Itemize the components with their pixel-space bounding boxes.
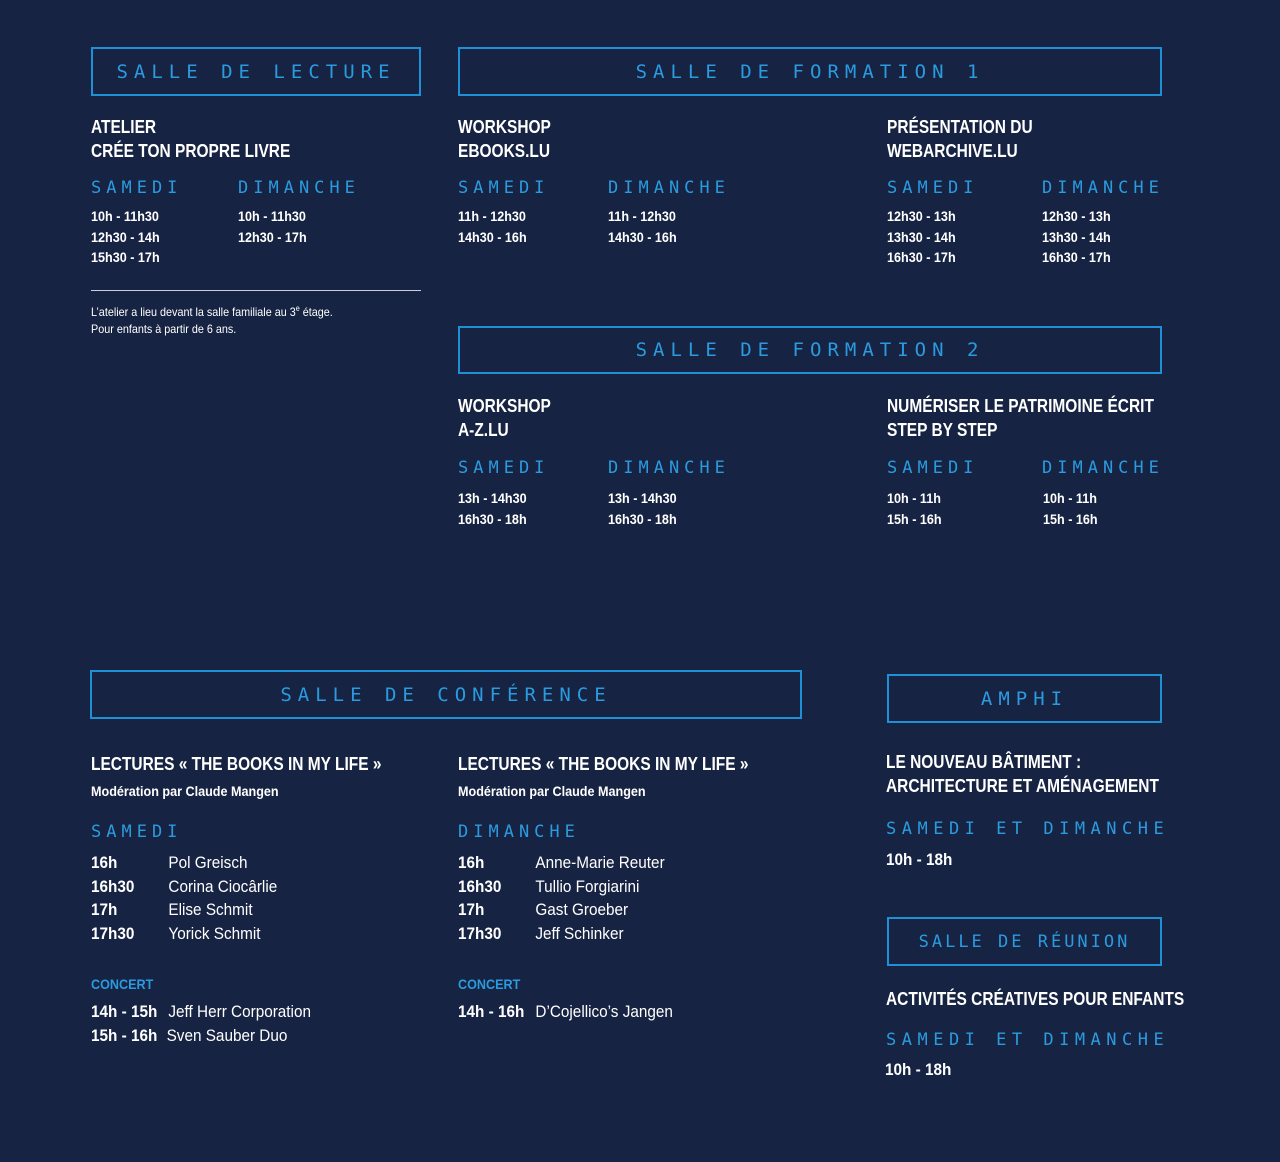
event-title-line: LE NOUVEAU BÂTIMENT : xyxy=(886,752,1082,772)
time-slot: 12h30 - 13h xyxy=(1042,208,1111,224)
room-header-salle-de-reunion xyxy=(887,917,1162,966)
time-slot: 16h30 - 17h xyxy=(1042,249,1111,265)
room-header-label: SALLE DE FORMATION 2 xyxy=(635,339,985,361)
time-slot: 10h - 11h30 xyxy=(91,208,159,224)
event-title-nouveau-batiment xyxy=(886,750,1159,798)
list-item xyxy=(91,875,325,899)
day-label-weekend: SAMEDI ET DIMANCHE xyxy=(886,1030,1170,1050)
event-title-workshop-az xyxy=(458,394,551,442)
reading-time: 16h30 xyxy=(91,876,135,896)
time-list-sunday xyxy=(238,206,307,247)
day-label-sunday: DIMANCHE xyxy=(1042,178,1164,198)
reading-time: 16h xyxy=(458,853,485,872)
event-title-line: WEBARCHIVE.LU xyxy=(887,141,1018,161)
reading-author: Jeff Schinker xyxy=(535,924,624,944)
list-item xyxy=(458,898,692,922)
event-title-line: ARCHITECTURE ET AMÉNAGEMENT xyxy=(886,776,1159,796)
event-title-workshop-ebooks xyxy=(458,115,551,163)
event-title-line: ATELIER xyxy=(91,117,157,137)
reading-time: 17h30 xyxy=(458,924,502,944)
list-item xyxy=(458,1000,692,1024)
room-header-label: SALLE DE CONFÉRENCE xyxy=(280,683,612,706)
time-list-saturday xyxy=(458,206,527,247)
day-label-sunday: DIMANCHE xyxy=(238,178,360,198)
event-title-line: PRÉSENTATION DU xyxy=(887,117,1033,137)
event-title-line: STEP BY STEP xyxy=(887,420,998,440)
event-title-line: WORKSHOP xyxy=(458,117,551,137)
event-title-line: CRÉE TON PROPRE LIVRE xyxy=(91,141,291,161)
time-list-sunday xyxy=(608,206,677,247)
time-list-saturday xyxy=(458,488,527,529)
room-header-salle-de-formation-1 xyxy=(458,47,1162,96)
conference-moderation: Modération par Claude Mangen xyxy=(91,783,279,799)
time-slot: 10h - 18h xyxy=(886,850,953,869)
reading-schedule xyxy=(458,851,692,946)
list-item xyxy=(91,922,325,946)
list-item xyxy=(91,898,325,922)
reading-author: Anne-Marie Reuter xyxy=(535,853,665,872)
day-label-sunday: DIMANCHE xyxy=(458,822,580,842)
time-slot: 11h - 12h30 xyxy=(458,208,526,224)
reading-schedule xyxy=(91,851,325,946)
day-label-weekend: SAMEDI ET DIMANCHE xyxy=(886,819,1170,839)
note-line: Pour enfants à partir de 6 ans. xyxy=(91,322,237,336)
concert-schedule xyxy=(458,1000,692,1024)
reading-author: Gast Groeber xyxy=(535,900,629,920)
time-list-sunday xyxy=(1042,206,1111,268)
event-title-atelier xyxy=(91,115,290,163)
reading-time: 17h xyxy=(91,900,118,920)
day-label-sunday: DIMANCHE xyxy=(608,458,730,478)
conference-moderation: Modération par Claude Mangen xyxy=(458,783,646,799)
divider xyxy=(91,290,421,291)
time-slot: 12h30 - 14h xyxy=(91,228,160,245)
concert-artist: Sven Sauber Duo xyxy=(166,1025,288,1045)
time-slot: 15h30 - 17h xyxy=(91,249,160,265)
time-list-sunday xyxy=(608,488,677,529)
day-label-saturday: SAMEDI xyxy=(458,458,550,478)
time-slot: 10h - 11h xyxy=(887,490,941,506)
day-label-saturday: SAMEDI xyxy=(91,178,183,198)
concert-label: CONCERT xyxy=(91,976,154,992)
time-slot: 15h - 16h xyxy=(887,510,942,527)
time-slot: 16h30 - 18h xyxy=(608,510,677,527)
time-slot: 10h - 18h xyxy=(885,1060,952,1079)
time-slot: 16h30 - 17h xyxy=(887,249,956,265)
time-slot: 10h - 11h xyxy=(1043,490,1097,506)
reading-author: Yorick Schmit xyxy=(168,924,261,944)
day-label-saturday: SAMEDI xyxy=(91,822,183,842)
concert-time: 14h - 15h xyxy=(91,1002,158,1021)
concert-time: 14h - 16h xyxy=(458,1002,525,1021)
time-slot: 14h30 - 16h xyxy=(608,228,677,245)
time-slot: 11h - 12h30 xyxy=(608,208,676,224)
time-list-sunday xyxy=(1043,488,1098,529)
time-slot: 10h - 11h30 xyxy=(238,208,306,224)
reading-time: 16h xyxy=(91,853,118,872)
time-slot: 15h - 16h xyxy=(1043,510,1098,527)
concert-artist: Jeff Herr Corporation xyxy=(168,1002,311,1021)
list-item xyxy=(458,851,692,875)
lecture-note xyxy=(91,300,333,338)
concert-schedule xyxy=(91,1000,325,1047)
room-header-label: SALLE DE RÉUNION xyxy=(918,931,1131,952)
time-list-saturday xyxy=(91,206,160,268)
event-title-line: EBOOKS.LU xyxy=(458,141,551,161)
room-header-salle-de-lecture xyxy=(91,47,421,96)
reading-author: Elise Schmit xyxy=(168,900,253,920)
list-item xyxy=(458,875,692,899)
event-title-line: NUMÉRISER LE PATRIMOINE ÉCRIT xyxy=(887,396,1154,416)
room-header-salle-de-formation-2 xyxy=(458,326,1162,374)
event-title-line: WORKSHOP xyxy=(458,396,551,416)
concert-label: CONCERT xyxy=(458,976,521,992)
time-slot: 13h30 - 14h xyxy=(1042,228,1111,245)
time-slot: 16h30 - 18h xyxy=(458,510,527,527)
day-label-saturday: SAMEDI xyxy=(887,178,979,198)
day-label-saturday: SAMEDI xyxy=(887,458,979,478)
room-header-label: SALLE DE FORMATION 1 xyxy=(635,60,985,83)
note-text: L’atelier a lieu devant la salle familiale au 3 xyxy=(91,305,296,319)
reading-author: Tullio Forgiarini xyxy=(535,876,640,896)
list-item xyxy=(91,1000,325,1024)
note-text: étage. xyxy=(299,305,333,319)
day-label-sunday: DIMANCHE xyxy=(1042,458,1164,478)
day-label-saturday: SAMEDI xyxy=(458,178,550,198)
time-slot: 13h30 - 14h xyxy=(887,228,956,245)
concert-artist: D’Cojellico’s Jangen xyxy=(535,1002,673,1021)
time-slot: 12h30 - 13h xyxy=(887,208,956,224)
room-header-label: SALLE DE LECTURE xyxy=(116,60,396,83)
time-slot: 12h30 - 17h xyxy=(238,228,307,245)
list-item xyxy=(91,1024,325,1048)
reading-time: 17h30 xyxy=(91,924,135,944)
time-list-saturday xyxy=(887,206,956,268)
room-header-salle-de-conference xyxy=(90,670,802,719)
list-item xyxy=(91,851,325,875)
room-header-label: AMPHI xyxy=(980,687,1069,710)
conference-title: LECTURES « THE BOOKS IN MY LIFE » xyxy=(91,754,382,774)
note-superscript: e xyxy=(295,304,300,313)
concert-time: 15h - 16h xyxy=(91,1025,158,1045)
event-title-webarchive xyxy=(887,115,1033,163)
time-list-saturday xyxy=(887,488,942,529)
room-header-amphi xyxy=(887,674,1162,723)
time-slot: 13h - 14h30 xyxy=(458,490,527,506)
event-title-line: A-Z.LU xyxy=(458,420,509,440)
time-slot: 14h30 - 16h xyxy=(458,228,527,245)
conference-title: LECTURES « THE BOOKS IN MY LIFE » xyxy=(458,754,749,774)
list-item xyxy=(458,922,692,946)
event-title-numeriser xyxy=(887,394,1154,442)
time-slot: 13h - 14h30 xyxy=(608,490,677,506)
day-label-sunday: DIMANCHE xyxy=(608,178,730,198)
reading-author: Corina Ciocârlie xyxy=(168,876,278,896)
event-title-activites-creatives: ACTIVITÉS CRÉATIVES POUR ENFANTS xyxy=(886,989,1185,1009)
reading-time: 17h xyxy=(458,900,485,920)
reading-author: Pol Greisch xyxy=(168,853,248,872)
reading-time: 16h30 xyxy=(458,876,502,896)
note-line xyxy=(91,300,333,321)
